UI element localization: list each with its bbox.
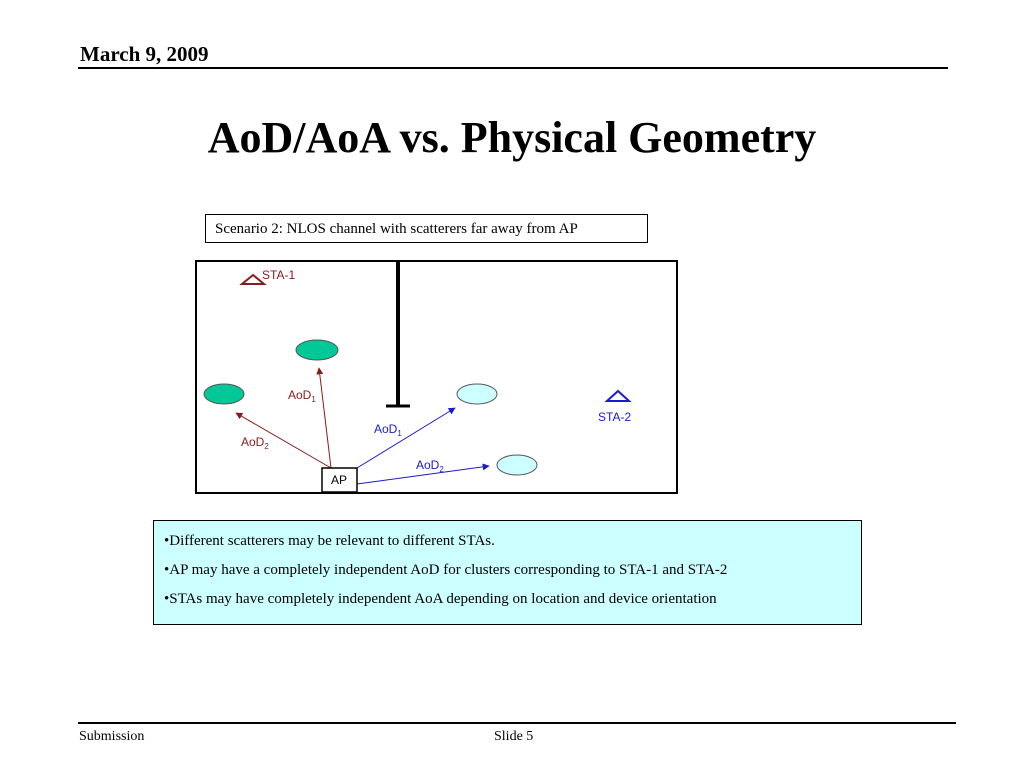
scatterer-sta1-upper [296,340,338,360]
slide-title: AoD/AoA vs. Physical Geometry [207,113,817,162]
ap-label: AP [331,473,348,487]
ray-sta1-aod1 [319,368,331,468]
sta1-aod2-label: AoD$_2$ [241,435,269,451]
sta1-aod1-label: AoD$_1$ [288,388,316,404]
sta2-icon [607,391,629,401]
note-item: •Different scatterers may be relevant to different STAs. [164,533,495,549]
scatterer-sta2-upper [457,384,497,404]
footer-submission: Submission [79,729,145,744]
ray-sta2-aod1 [357,408,455,468]
scenario-label: Scenario 2: NLOS channel with scatterers far away from AP [205,214,648,243]
note-item: •STAs may have completely independent AoA depending on location and device orientation [164,591,717,607]
sta2-aod2-label: AoD$_2$ [416,458,444,474]
sta2-label: STA-2 [598,410,632,424]
header-date: March 9, 2009 [80,42,209,66]
notes-box [153,520,862,625]
footer-rule [78,722,956,724]
sta2-aod1-label: AoD$_1$ [374,422,402,438]
sta1-label: STA-1 [262,268,296,282]
note-item: •AP may have a completely independent AoD for clusters corresponding to STA-1 and STA-2 [164,562,728,578]
scatterer-sta1-left [204,384,244,404]
scatterer-sta2-lower [497,455,537,475]
sta1-icon [242,275,264,284]
footer-slide-number: Slide 5 [494,729,534,744]
